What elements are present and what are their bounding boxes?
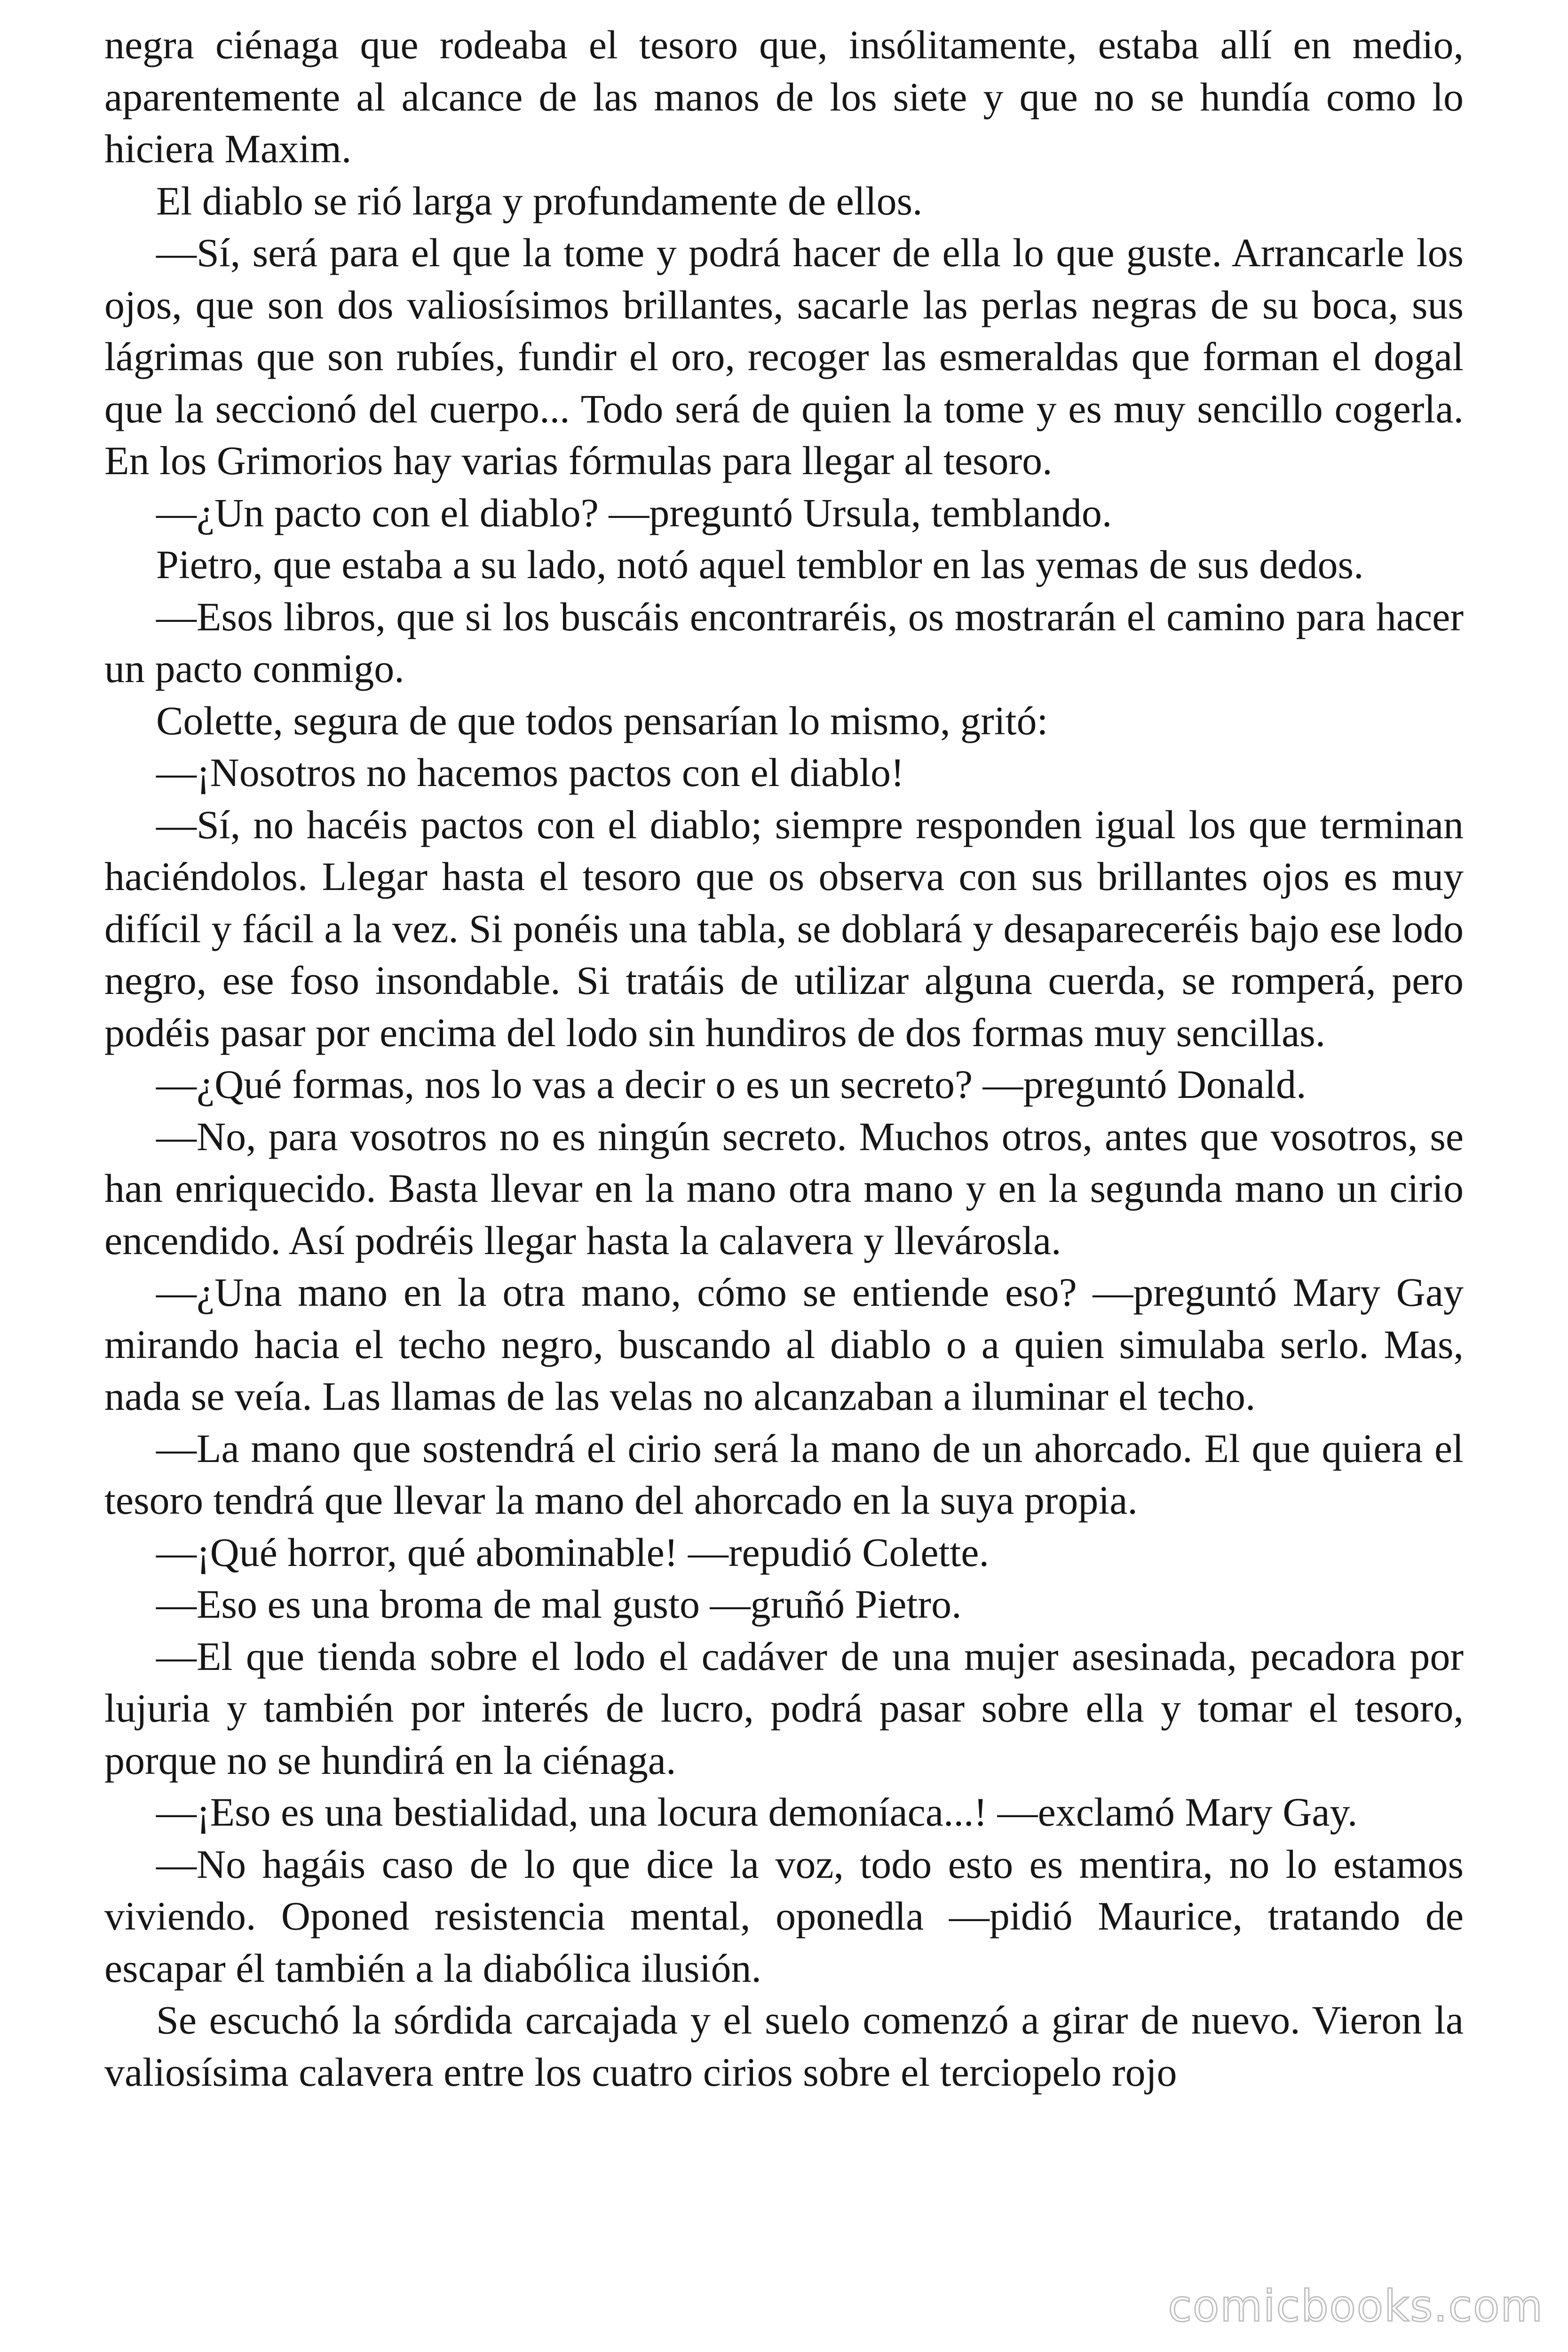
paragraph: —Esos libros, que si los buscáis encontraréis, os mostrarán el camino para hacer un pacto conmigo. xyxy=(104,594,1464,691)
paragraph: —¡Nosotros no hacemos pactos con el diablo! xyxy=(156,750,904,795)
paragraph: negra ciénaga que rodeaba el tesoro que, insólitamente, estaba allí en medio, aparentemente al alcance de las manos de los siete y que no se hundía como lo hiciera Maxim. xyxy=(104,22,1464,171)
paragraph: —Sí, será para el que la tome y podrá hacer de ella lo que guste. Arrancarle los ojos, que son dos valiosísimos brillantes, sacarle las perlas negras de su boca, sus lágrimas que son rubíes, fundir el oro, recoger las esmeraldas que forman el dogal que la seccionó del cuerpo... Todo será de quien la tome y es muy sencillo cogerla. En los Grimorios hay varias fórmulas para llegar al tesoro. xyxy=(104,230,1464,483)
paragraph: —¿Una mano en la otra mano, cómo se entiende eso? —preguntó Mary Gay mirando hacia el techo negro, buscando al diablo o a quien simulaba serlo. Mas, nada se veía. Las llamas de las velas no alcanzaban a iluminar el techo. xyxy=(104,1270,1464,1419)
paragraph: —La mano que sostendrá el cirio será la mano de un ahorcado. El que quiera el tesoro tendrá que llevar la mano del ahorcado en la suya propia. xyxy=(104,1425,1464,1523)
paragraph: —¡Eso es una bestialidad, una locura demoníaca...! —exclamó Mary Gay. xyxy=(156,1789,1358,1835)
paragraph: El diablo se rió larga y profundamente de ellos. xyxy=(156,178,923,223)
paragraph: —El que tienda sobre el lodo el cadáver de una mujer asesinada, pecadora por lujuria y también por interés de lucro, podrá pasar sobre ella y tomar el tesoro, porque no se hundirá en la ciénaga. xyxy=(104,1633,1464,1783)
paragraph: —¡Qué horror, qué abominable! —repudió Colette. xyxy=(156,1529,989,1575)
paragraph: —¿Qué formas, nos lo vas a decir o es un secreto? —preguntó Donald. xyxy=(156,1062,1307,1107)
paragraph: —No, para vosotros no es ningún secreto. Muchos otros, antes que vosotros, se han enriquecido. Basta llevar en la mano otra mano y en la segunda mano un cirio encendido. Así podréis llegar hasta la calavera y llevárosla. xyxy=(104,1113,1464,1263)
paragraph: Pietro, que estaba a su lado, notó aquel temblor en las yemas de sus dedos. xyxy=(156,542,1364,587)
paragraph: —No hagáis caso de lo que dice la voz, todo esto es mentira, no lo estamos viviendo. Oponed resistencia mental, oponedla —pidió Maurice, tratando de escapar él también a la diabólica ilusión. xyxy=(104,1841,1464,1991)
paragraph: —Sí, no hacéis pactos con el diablo; siempre responden igual los que terminan haciéndolos. Llegar hasta el tesoro que os observa con sus brillantes ojos es muy difícil y fácil a la vez. Si ponéis una tabla, se doblará y desapareceréis bajo ese lodo negro, ese foso insondable. Si tratáis de utilizar alguna cuerda, se romperá, pero podéis pasar por encima del lodo sin hundiros de dos formas muy sencillas. xyxy=(104,802,1464,1055)
watermark: comicbooks.com xyxy=(1168,2281,1544,2331)
paragraph: —¿Un pacto con el diablo? —preguntó Ursula, temblando. xyxy=(156,490,1112,535)
page-text xyxy=(104,19,1464,2098)
paragraph: Colette, segura de que todos pensarían lo mismo, gritó: xyxy=(156,698,1048,743)
paragraph: Se escuchó la sórdida carcajada y el suelo comenzó a girar de nuevo. Vieron la valiosísima calavera entre los cuatro cirios sobre el terciopelo rojo xyxy=(104,1997,1464,2095)
paragraph: —Eso es una broma de mal gusto —gruñó Pietro. xyxy=(156,1581,962,1627)
